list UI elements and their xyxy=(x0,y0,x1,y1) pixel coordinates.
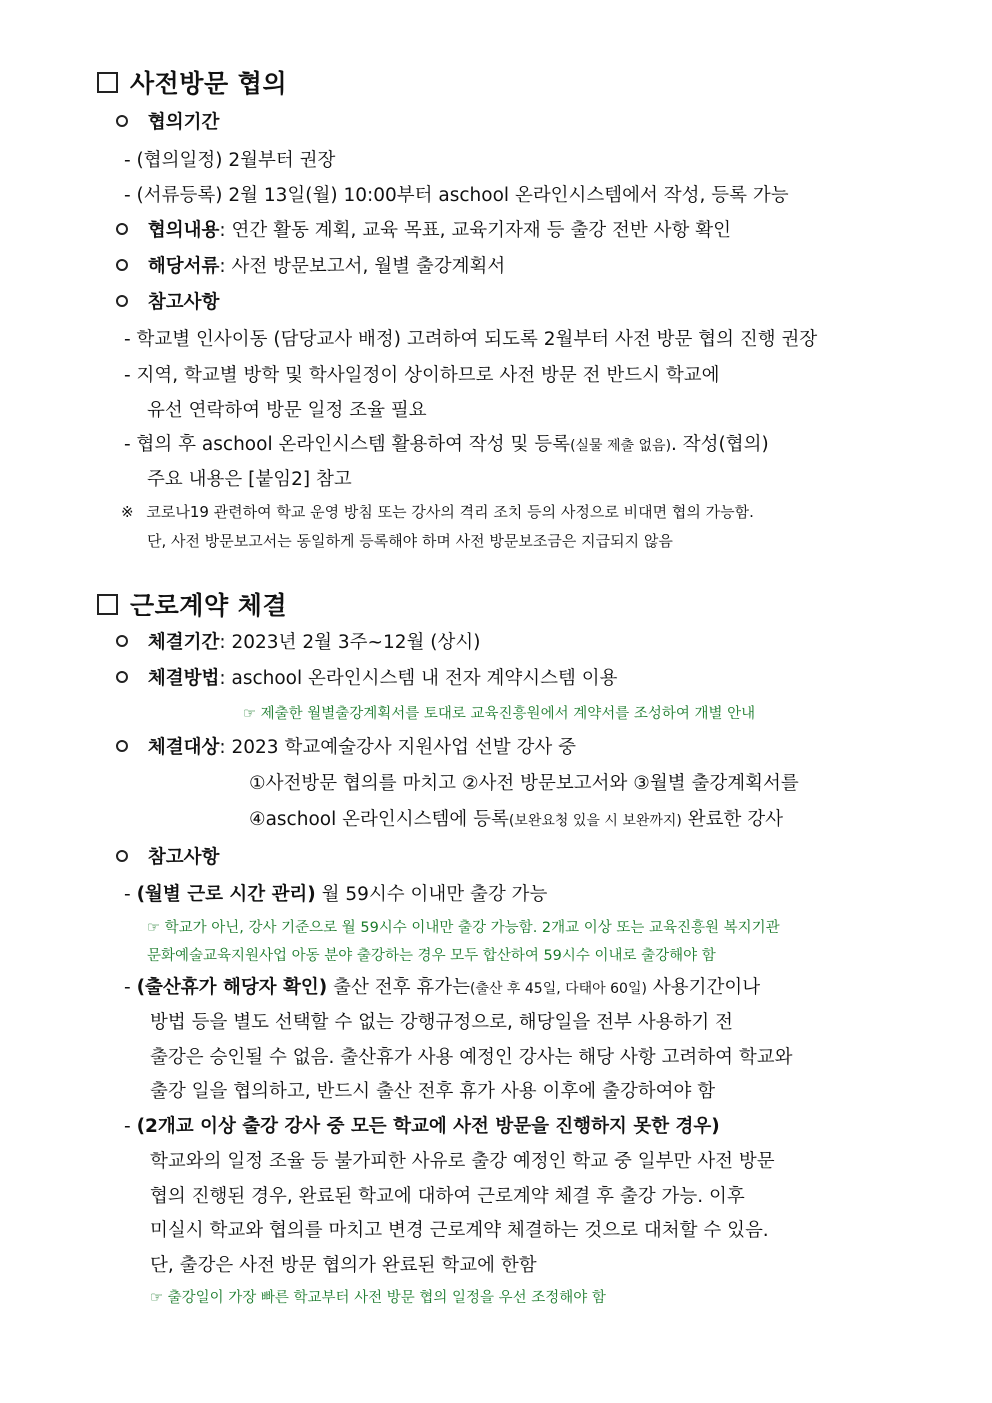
list-line: - (서류등록) 2월 13일(월) 10:00부터 aschool 온라인시스템에서 작성, 등록 가능 xyxy=(124,185,789,206)
text-run: 월 59시수 이내만 출강 가능 xyxy=(315,884,548,905)
bullet-circle-icon xyxy=(116,850,128,862)
list-line: 방법 등을 별도 선택할 수 없는 강행규정으로, 해당일을 전부 사용하기 전 xyxy=(150,1012,733,1033)
list-item xyxy=(116,252,505,278)
text-run: . 작성(협의) xyxy=(671,434,769,455)
text-run: 완료한 강사 xyxy=(681,809,784,830)
remark-line xyxy=(121,501,754,522)
list-line: 출강 일을 협의하고, 반드시 출산 전후 휴가 사용 이후에 출강하여야 함 xyxy=(150,1081,716,1102)
item-label: 참고사항 xyxy=(147,847,220,868)
item-label: 협의기간 xyxy=(147,112,220,133)
text-run: ④aschool 온라인시스템에 등록 xyxy=(249,809,509,830)
small-text-run: (보완요청 있을 시 보완까지) xyxy=(508,813,682,829)
item-label: 체결방법 xyxy=(147,668,220,689)
text-run: 출산 전후 휴가는 xyxy=(327,977,470,998)
remark-mark-icon: ※ xyxy=(121,503,134,521)
list-line: 주요 내용은 [붙임2] 참고 xyxy=(147,469,352,490)
item-text: : 사전 방문보고서, 월별 출강계획서 xyxy=(219,256,506,277)
item-label: 참고사항 xyxy=(147,292,220,313)
list-line xyxy=(124,430,769,456)
bullet-circle-icon xyxy=(116,740,128,752)
green-note: ☞ 출강일이 가장 빠른 학교부터 사전 방문 협의 일정을 우선 조정해야 함 xyxy=(150,1290,606,1306)
bold-run: (2개교 이상 출강 강사 중 모든 학교에 사전 방문을 진행하지 못한 경우) xyxy=(136,1116,720,1137)
item-label: 협의내용 xyxy=(147,220,220,241)
list-line: 출강은 승인될 수 없음. 출산휴가 사용 예정인 강사는 해당 사항 고려하여 학교와 xyxy=(150,1047,793,1068)
bold-run: (월별 근로 시간 관리) xyxy=(136,884,316,905)
small-text-run: (출산 후 45일, 다태아 60일) xyxy=(469,981,647,997)
remark-text: 코로나19 관련하여 학교 운영 방침 또는 강사의 격리 조치 등의 사정으로 비대면 협의 가능함. xyxy=(146,503,754,521)
section-heading xyxy=(97,586,287,622)
checkbox-square-icon xyxy=(97,72,118,93)
list-item xyxy=(116,733,576,759)
list-line: ①사전방문 협의를 마치고 ②사전 방문보고서와 ③월별 출강계획서를 xyxy=(249,773,799,794)
bold-run: (출산휴가 해당자 확인) xyxy=(136,977,328,998)
item-text: : aschool 온라인시스템 내 전자 계약시스템 이용 xyxy=(219,668,618,689)
green-note: ☞ 제출한 월별출강계획서를 토대로 교육진흥원에서 계약서를 조성하여 개별 안내 xyxy=(243,706,756,722)
item-label: 해당서류 xyxy=(147,256,220,277)
list-item xyxy=(116,216,731,242)
item-label: 체결기간 xyxy=(147,632,220,653)
item-label: 체결대상 xyxy=(147,737,220,758)
section-heading xyxy=(97,64,287,100)
list-line: 미실시 학교와 협의를 마치고 변경 근로계약 체결하는 것으로 대처할 수 있음. xyxy=(150,1220,769,1241)
list-line: 학교와의 일정 조율 등 불가피한 사유로 출강 예정인 학교 중 일부만 사전 방문 xyxy=(150,1151,775,1172)
list-item xyxy=(116,288,219,314)
bullet-circle-icon xyxy=(116,635,128,647)
green-note: ☞ 학교가 아닌, 강사 기준으로 월 59시수 이내만 출강 가능함. 2개교 이상 또는 교육진흥원 복지기관 xyxy=(147,920,780,936)
list-line xyxy=(249,805,783,831)
list-line: - 지역, 학교별 방학 및 학사일정이 상이하므로 사전 방문 전 반드시 학교에 xyxy=(124,365,720,386)
checkbox-square-icon xyxy=(97,594,118,615)
bullet-circle-icon xyxy=(116,115,128,127)
list-line: - (협의일정) 2월부터 권장 xyxy=(124,150,336,171)
item-text: : 2023년 2월 3주~12월 (상시) xyxy=(219,632,481,653)
list-line: - 학교별 인사이동 (담당교사 배정) 고려하여 되도록 2월부터 사전 방문 협의 진행 권장 xyxy=(124,329,818,350)
list-line: - (출산휴가 해당자 확인) 출산 전후 휴가는(출산 후 45일, 다태아 60일) 사용기간이나 xyxy=(124,977,761,998)
bullet-circle-icon xyxy=(116,223,128,235)
remark-line: 단, 사전 방문보고서는 동일하게 등록해야 하며 사전 방문보조금은 지급되지 않음 xyxy=(147,532,673,550)
green-note: 문화예술교육지원사업 아동 분야 출강하는 경우 모두 합산하여 59시수 이내로 출강해야 함 xyxy=(147,948,716,964)
text-run: 사용기간이나 xyxy=(646,977,761,998)
list-line: 단, 출강은 사전 방문 협의가 완료된 학교에 한함 xyxy=(150,1255,537,1276)
list-item xyxy=(116,628,480,654)
small-text-run: (실물 제출 없음) xyxy=(570,438,672,454)
list-line: 협의 진행된 경우, 완료된 학교에 대하여 근로계약 체결 후 출강 가능. 이후 xyxy=(150,1186,745,1207)
section-title: 사전방문 협의 xyxy=(130,69,288,98)
list-line: - (월별 근로 시간 관리) 월 59시수 이내만 출강 가능 xyxy=(124,884,548,905)
bullet-circle-icon xyxy=(116,671,128,683)
text-run: - 협의 후 aschool 온라인시스템 활용하여 작성 및 등록 xyxy=(124,434,571,455)
list-item xyxy=(116,108,219,134)
list-item xyxy=(116,843,219,869)
list-line: 유선 연락하여 방문 일정 조율 필요 xyxy=(147,400,427,421)
item-text: : 2023 학교예술강사 지원사업 선발 강사 중 xyxy=(219,737,577,758)
bullet-circle-icon xyxy=(116,259,128,271)
section-title: 근로계약 체결 xyxy=(130,591,288,620)
list-line: - (2개교 이상 출강 강사 중 모든 학교에 사전 방문을 진행하지 못한 경우) xyxy=(124,1116,720,1137)
list-item xyxy=(116,664,617,690)
bullet-circle-icon xyxy=(116,295,128,307)
item-text: : 연간 활동 계획, 교육 목표, 교육기자재 등 출강 전반 사항 확인 xyxy=(219,220,731,241)
